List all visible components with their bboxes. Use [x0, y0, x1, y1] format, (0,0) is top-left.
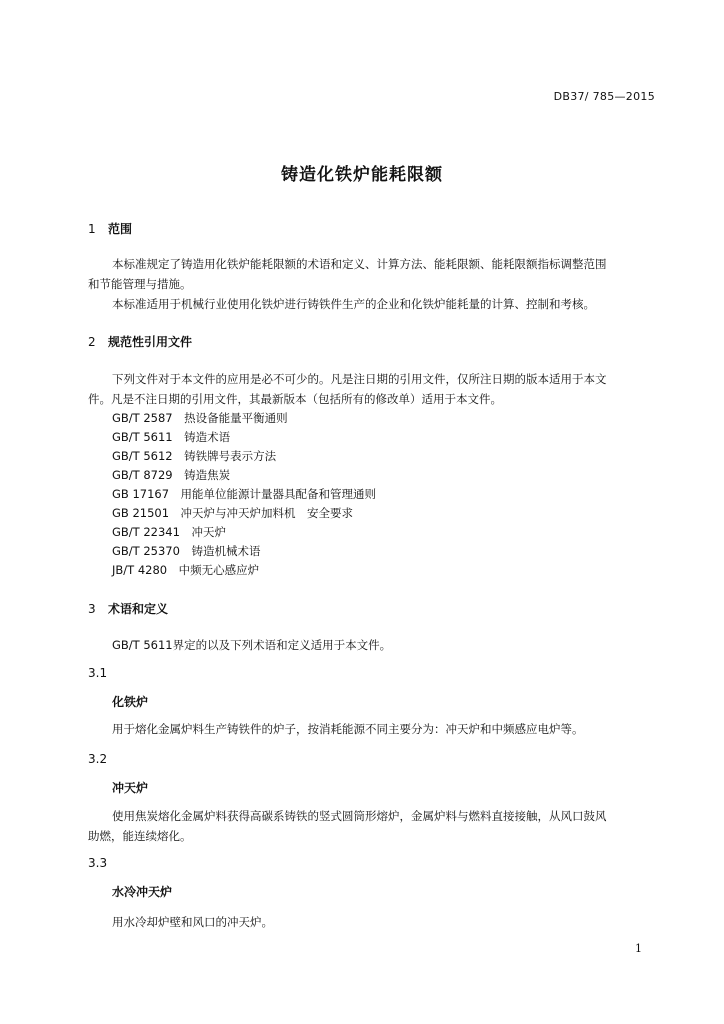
standard-code: DB37/ 785—2015: [553, 90, 655, 103]
section-title: 规范性引用文件: [108, 335, 193, 349]
paragraph-line: 和节能管理与措施。: [88, 277, 192, 291]
section-heading: [88, 600, 168, 617]
paragraph-line: GB/T 5611界定的以及下列术语和定义适用于本文件。: [112, 638, 392, 652]
reference-item: GB/T 5611 铸造术语: [112, 430, 231, 444]
reference-item: GB/T 8729 铸造焦炭: [112, 468, 231, 482]
section-heading: [88, 333, 192, 350]
paragraph-line: 本标准规定了铸造用化铁炉能耗限额的术语和定义、计算方法、能耗限额、能耗限额指标调整范围: [112, 257, 607, 271]
section-number: 3: [88, 602, 96, 616]
section-heading: [88, 220, 132, 237]
reference-item: GB/T 5612 铸铁牌号表示方法: [112, 449, 277, 463]
term-definition-line: 用水冷却炉壁和风口的冲天炉。: [112, 915, 273, 929]
term-number: 3.3: [88, 856, 108, 870]
reference-item: GB/T 22341 冲天炉: [112, 525, 226, 539]
paragraph-line: 件。凡是不注日期的引用文件，其最新版本（包括所有的修改单）适用于本文件。: [88, 392, 502, 406]
term-name: 水冷冲天炉: [112, 885, 173, 899]
reference-item: GB/T 25370 铸造机械术语: [112, 544, 261, 558]
paragraph-line: 本标准适用于机械行业使用化铁炉进行铸铁件生产的企业和化铁炉能耗量的计算、控制和考核。: [112, 297, 595, 311]
section-number: 1: [88, 222, 96, 236]
term-definition-line: 助燃，能连续熔化。: [88, 829, 192, 843]
term-definition-line: 用于熔化金属炉料生产铸铁件的炉子，按消耗能源不同主要分为：冲天炉和中频感应电炉等。: [112, 722, 584, 736]
term-name: 化铁炉: [112, 695, 149, 709]
term-number: 3.2: [88, 752, 108, 766]
section-title: 术语和定义: [108, 602, 169, 616]
section-title: 范围: [108, 222, 133, 236]
reference-item: GB 21501 冲天炉与冲天炉加料机 安全要求: [112, 506, 354, 520]
term-definition-line: 使用焦炭熔化金属炉料获得高碳系铸铁的竖式圆筒形熔炉，金属炉料与燃料直接接触，从风口鼓风: [112, 809, 607, 823]
reference-item: GB/T 2587 热设备能量平衡通则: [112, 411, 288, 425]
section-number: 2: [88, 335, 96, 349]
term-name: 冲天炉: [112, 781, 149, 795]
reference-item: GB 17167 用能单位能源计量器具配备和管理通则: [112, 487, 377, 501]
page-number: 1: [635, 942, 642, 955]
document-title: 铸造化铁炉能耗限额: [281, 165, 443, 185]
paragraph-line: 下列文件对于本文件的应用是必不可少的。凡是注日期的引用文件，仅所注日期的版本适用于本文: [112, 372, 607, 386]
reference-item: JB/T 4280 中频无心感应炉: [112, 563, 260, 577]
term-number: 3.1: [88, 666, 108, 680]
